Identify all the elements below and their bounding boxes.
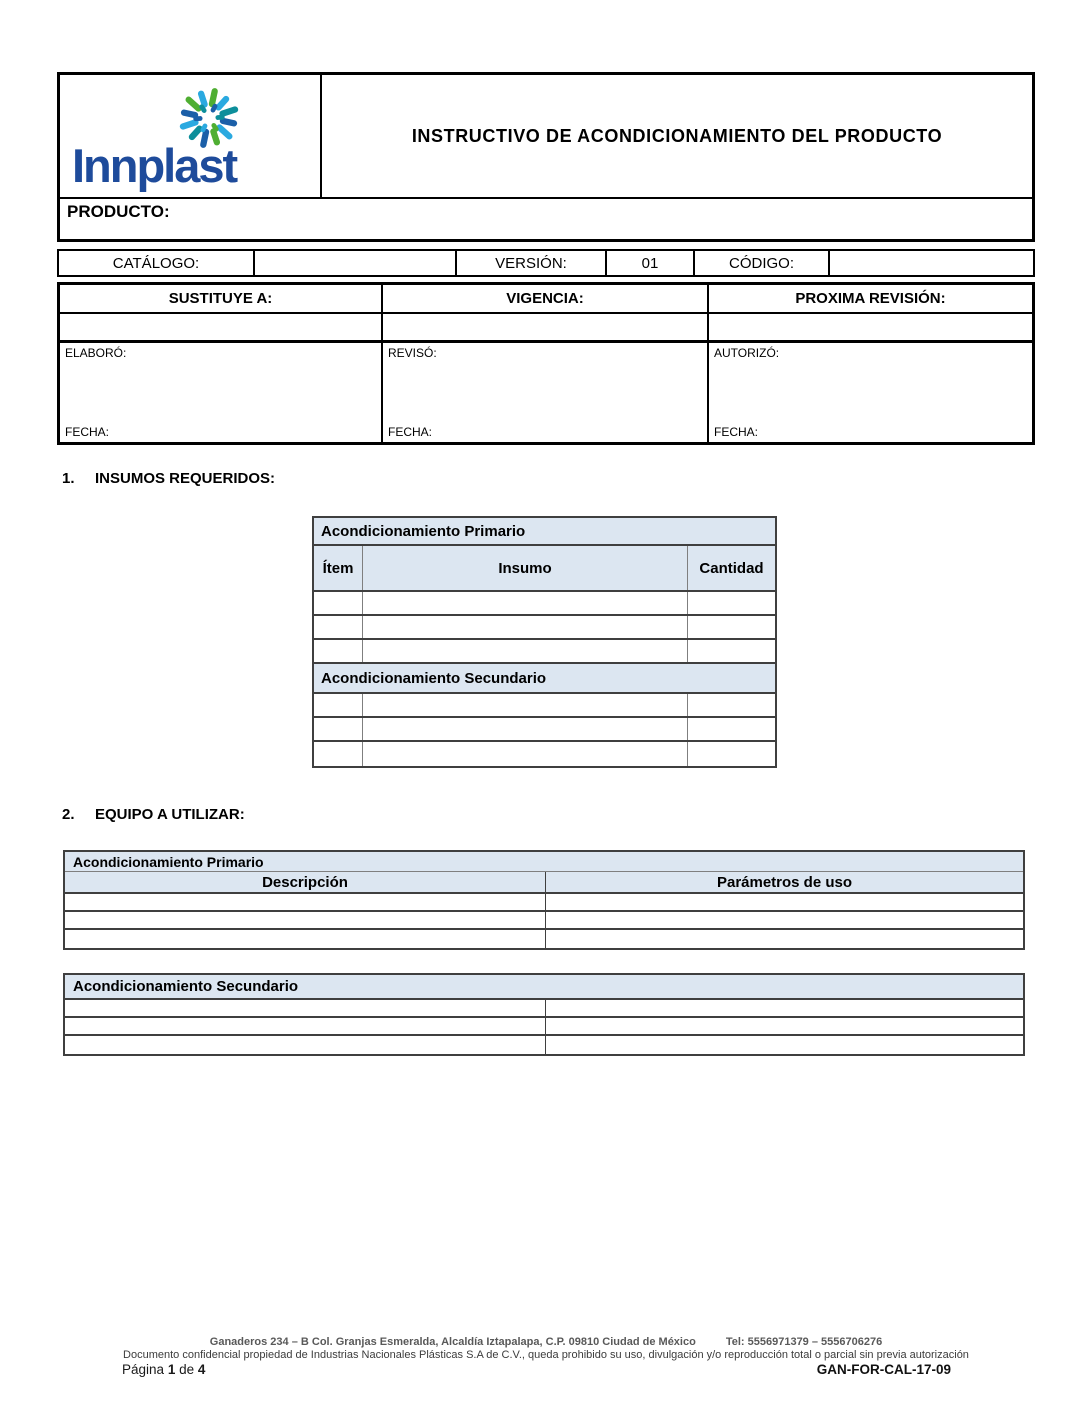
- vigencia-value-cell: [381, 314, 707, 340]
- table-row: [314, 640, 775, 664]
- column-header-parametros: Parámetros de uso: [716, 873, 853, 891]
- table-row: [314, 592, 775, 616]
- vigencia-label: VIGENCIA:: [381, 285, 707, 312]
- sustituye-label: SUSTITUYE A:: [168, 290, 273, 307]
- equipo-primario-rows: [65, 894, 1023, 948]
- footer-phone: Tel: 5556971379 – 5556706276: [725, 1336, 883, 1348]
- insumos-secundario-rows: [314, 694, 775, 766]
- elaboro-cell: [60, 343, 381, 442]
- sustituye-value-cell: [60, 314, 381, 340]
- equipo-column-headers: [65, 872, 1023, 894]
- column-header-cantidad: Cantidad: [699, 559, 764, 577]
- table-row: [314, 694, 775, 718]
- insumos-column-headers: [314, 546, 775, 592]
- document-code: GAN-FOR-CAL-17-09: [816, 1362, 951, 1377]
- codigo-value-cell: [828, 251, 1033, 275]
- table-row: [65, 1000, 1023, 1018]
- section-1-number: 1.: [62, 470, 75, 487]
- logo-text: Innplast: [72, 139, 237, 192]
- section-1-heading: [62, 470, 1035, 487]
- column-header-insumo: Insumo: [363, 546, 688, 590]
- page-indicator: Página 1 de 4: [122, 1362, 206, 1377]
- catalog-row: [57, 249, 1035, 277]
- section-2-title: EQUIPO A UTILIZAR:: [95, 806, 245, 823]
- table-row: [314, 742, 775, 766]
- table-row: [314, 718, 775, 742]
- table-row: [65, 1018, 1023, 1036]
- table-row: [65, 894, 1023, 912]
- table-row: [65, 912, 1023, 930]
- autorizo-cell: [707, 343, 1032, 442]
- insumos-table: [312, 516, 777, 768]
- footer-address: Ganaderos 234 – B Col. Granjas Esmeralda, Alcaldía Iztapalapa, C.P. 09810 Ciudad de México: [209, 1336, 696, 1348]
- proxima-revision-label: PROXIMA REVISIÓN:: [707, 285, 1032, 312]
- insumos-secundario-header: Acondicionamiento Secundario: [314, 664, 775, 694]
- version-value: 01: [605, 251, 693, 275]
- table-row: [65, 1036, 1023, 1054]
- section-2-number: 2.: [62, 806, 75, 823]
- table-row: [65, 930, 1023, 948]
- fecha-label: FECHA:: [388, 425, 433, 439]
- autorizo-label: AUTORIZÓ:: [714, 346, 780, 360]
- column-header-descripcion: Descripción: [65, 872, 546, 892]
- footer-confidential-notice: Documento confidencial propiedad de Industrias Nacionales Plásticas S.A de C.V., queda prohibido su uso, divulgación y/o reproducción total o parcial sin previa autorización: [123, 1349, 969, 1361]
- title-cell: [322, 75, 1032, 197]
- insumos-primario-rows: [314, 592, 775, 664]
- page-total: 4: [197, 1362, 206, 1377]
- codigo-label: CÓDIGO:: [693, 251, 828, 275]
- version-label: VERSIÓN:: [455, 251, 605, 275]
- equipo-primario-table: [63, 850, 1025, 950]
- proxima-revision-value-cell: [707, 314, 1032, 340]
- approval-box: [57, 282, 1035, 445]
- page-footer: [57, 1336, 1035, 1377]
- page-title: INSTRUCTIVO DE ACONDICIONAMIENTO DEL PRODUCTO: [411, 125, 943, 146]
- equipo-secundario-table: [63, 973, 1025, 1056]
- equipo-secundario-header: Acondicionamiento Secundario: [65, 975, 1023, 1000]
- reviso-cell: [381, 343, 707, 442]
- page-number: 1: [167, 1362, 176, 1377]
- fecha-label: FECHA:: [65, 425, 110, 439]
- producto-field: [60, 197, 1032, 239]
- elaboro-label: ELABORÓ:: [65, 346, 127, 360]
- insumos-primario-header: Acondicionamiento Primario: [314, 518, 775, 546]
- section-2-heading: [62, 806, 1035, 823]
- column-header-item: Ítem: [314, 546, 363, 590]
- reviso-label: REVISÓ:: [388, 346, 437, 360]
- section-1-title: INSUMOS REQUERIDOS:: [95, 470, 276, 487]
- equipo-secundario-rows: [65, 1000, 1023, 1054]
- table-row: [314, 616, 775, 640]
- producto-label: PRODUCTO:: [67, 202, 170, 221]
- fecha-label: FECHA:: [714, 425, 759, 439]
- catalogo-label: CATÁLOGO:: [112, 254, 200, 272]
- header-box: [57, 72, 1035, 242]
- equipo-primario-header: Acondicionamiento Primario: [65, 852, 1023, 872]
- logo-cell: [60, 75, 322, 197]
- catalogo-value-cell: [253, 251, 455, 275]
